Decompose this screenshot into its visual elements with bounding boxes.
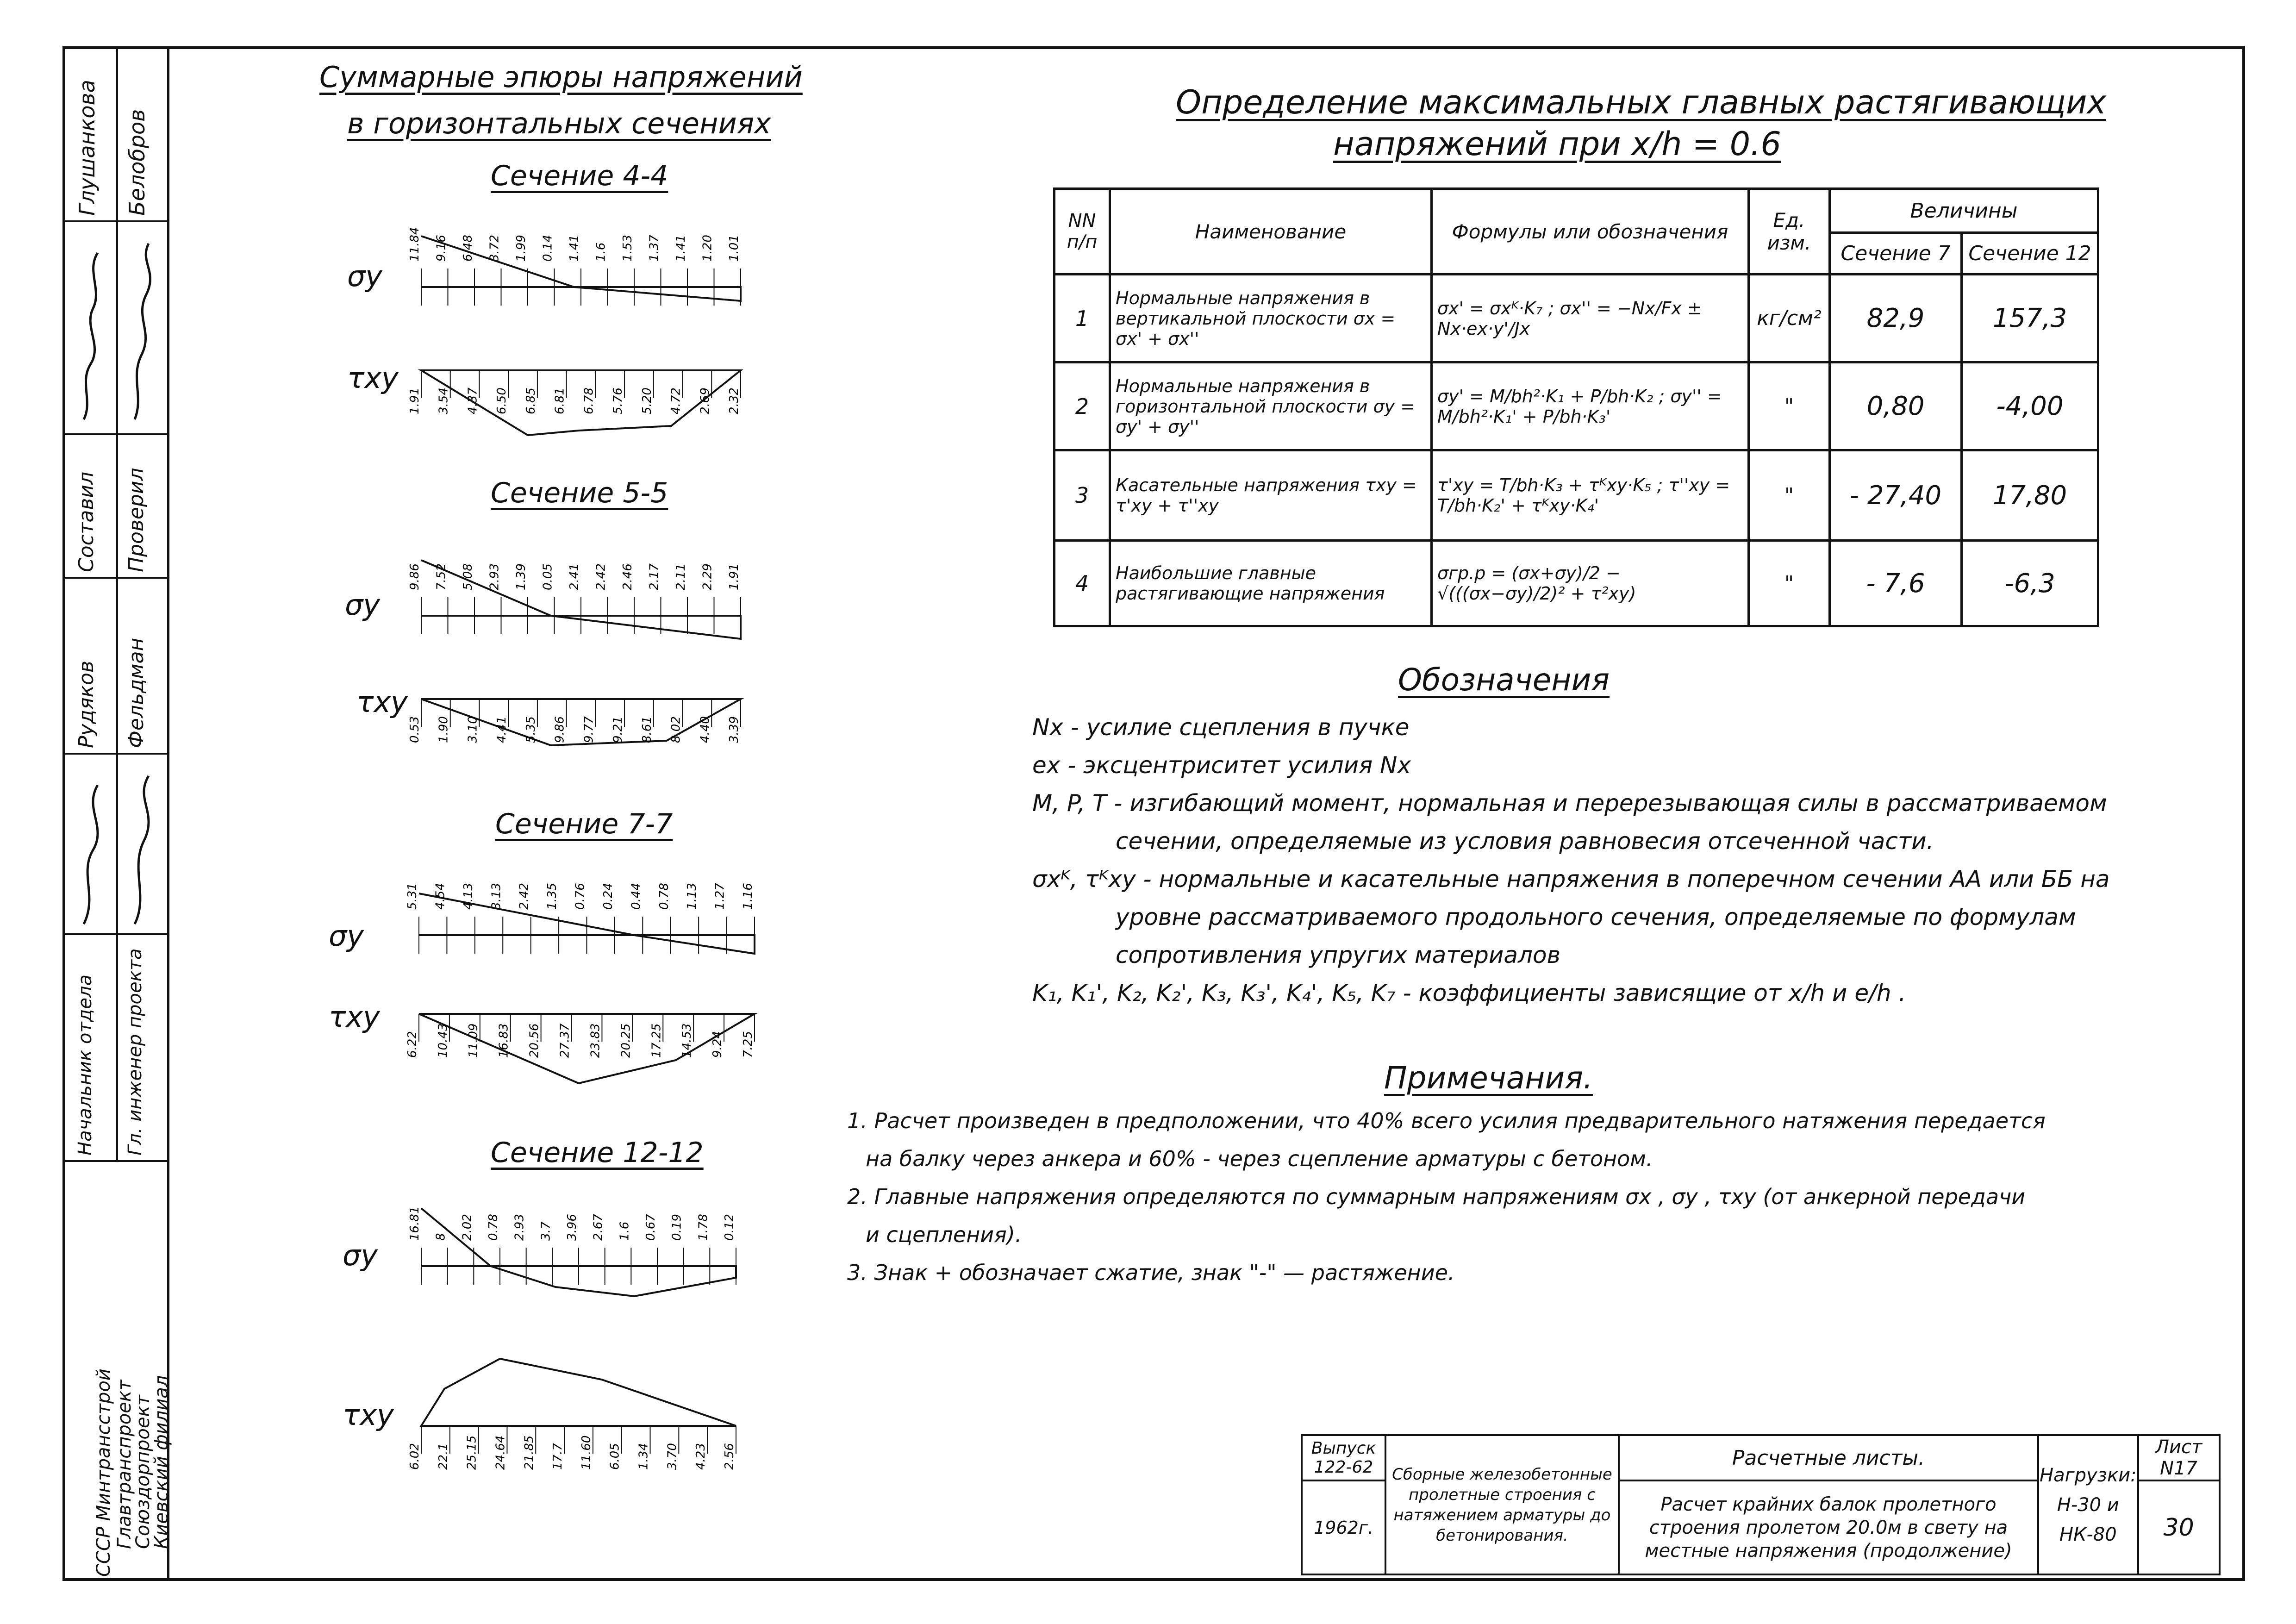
sigma-value-label: 1.99	[514, 235, 528, 262]
legend-line: K₁, K₁', K₂, K₂', K₃, K₃', K₄', K₅, K₇ - коэффициенты зависящие от x/h и e/h .	[1032, 980, 1906, 1006]
legend-line: уровне рассматриваемого продольного сечения, определяемые по формулам	[1116, 904, 2076, 931]
sigma-value-label: 1.41	[674, 235, 688, 262]
strip-role-3b: Начальник отдела	[75, 974, 96, 1156]
tau-value-label: 6.85	[524, 387, 538, 414]
cell-name: Касательные напряжения τxy = τ'xy + τ''xy	[1110, 450, 1432, 541]
sigma-value-label: 1.6	[594, 242, 608, 262]
tau-value-label: 6.02	[408, 1443, 422, 1470]
tau-value-label: 11.09	[466, 1023, 480, 1058]
tau-value-label: 1.91	[408, 387, 422, 414]
tau-value-label: 1.34	[636, 1443, 651, 1470]
sigma-value-label: 3.96	[565, 1214, 579, 1241]
legend-line: ex - эксцентриситет усилия Nx	[1032, 752, 1411, 779]
sigma-value-label: 1.27	[713, 883, 727, 910]
txy-symbol-2: τxy	[356, 685, 408, 719]
strip-role-2: Фельдман	[125, 637, 148, 748]
cell-formula: σx' = σxᴷ·K₇ ; σx'' = −Nx/Fx ± Nx·ex·y'/Jx	[1432, 275, 1749, 362]
col-s7: Сечение 7	[1830, 233, 1962, 275]
col-name: Наименование	[1110, 189, 1432, 275]
tau-value-label: 10.43	[436, 1023, 450, 1058]
stress-diagrams	[0, 0, 926, 1574]
sigma-value-label: 0.67	[644, 1214, 658, 1241]
cell-unit: "	[1749, 362, 1830, 450]
legend-block	[1032, 708, 2176, 1012]
tau-value-label: 20.56	[527, 1023, 542, 1058]
left-title-line2: в горизонтальных сечениях	[347, 106, 771, 140]
sigma-value-label: 0.14	[541, 235, 555, 262]
tau-value-label: 5.20	[640, 387, 654, 414]
right-title-line2: напряжений при x/h = 0.6	[1333, 125, 1781, 163]
note-line: на балку через анкера и 60% - через сцепление арматуры с бетоном.	[866, 1146, 1653, 1171]
tau-value-label: 2.69	[698, 387, 712, 414]
tau-value-label: 9.86	[553, 716, 567, 743]
sigma-value-label: 0.78	[657, 883, 671, 910]
tau-value-label: 27.37	[558, 1023, 572, 1058]
sigma-value-label: 2.17	[647, 563, 661, 590]
cell-n: 4	[1054, 541, 1110, 626]
tau-value-label: 0.53	[408, 716, 422, 743]
stamp-loads-label: Нагрузки:	[2040, 1464, 2137, 1486]
stamp-loads	[2038, 1435, 2138, 1574]
cell-v12: 17,80	[1962, 450, 2098, 541]
sigma-value-label: 2.42	[517, 883, 531, 910]
sigma-value-label: 1.78	[696, 1214, 711, 1241]
tau-value-label: 24.64	[493, 1435, 508, 1470]
tau-value-label: 20.25	[619, 1023, 633, 1058]
sigma-value-label: 1.41	[568, 235, 581, 262]
strip-role-3a: Гл. инженер проекта	[125, 948, 146, 1156]
cell-formula: σy' = M/bh²·K₁ + P/bh·K₂ ; σy'' = M/bh²·K₁' + P/bh·K₃'	[1432, 362, 1749, 450]
tau-value-label: 5.35	[524, 716, 538, 743]
sigma-value-label: 3.13	[489, 883, 504, 910]
sigma-value-label: 1.13	[685, 883, 699, 910]
col-unit: Ед. изм.	[1749, 189, 1830, 275]
section-title-12-12: Сечение 12-12	[491, 1137, 704, 1169]
sigma-value-label: 1.91	[727, 563, 741, 590]
stamp-list	[2138, 1435, 2220, 1480]
sigma-value-label: 2.42	[594, 563, 608, 590]
cell-unit: "	[1749, 450, 1830, 541]
notes-block	[847, 1102, 2180, 1292]
stamp-title: Расчет крайних балок пролетного строения пролетом 20.0м в свету на местные напряжения (продолжение)	[1619, 1480, 2038, 1574]
sigma-value-label: 6.48	[461, 235, 475, 262]
table-row	[1054, 362, 2098, 450]
stamp-issue-label: Выпуск	[1311, 1439, 1376, 1458]
stamp-sheet-type: Расчетные листы.	[1619, 1435, 2038, 1480]
sigma-value-label: 2.93	[512, 1214, 527, 1241]
sigma-value-label: 0.19	[670, 1214, 684, 1241]
col-s12: Сечение 12	[1962, 233, 2098, 275]
sigma-value-label: 7.52	[434, 563, 449, 590]
tau-value-label: 17.25	[649, 1023, 664, 1058]
sigma-value-label: 1.20	[700, 235, 715, 262]
sy-symbol-2: σy	[345, 588, 380, 622]
tau-value-label: 23.83	[588, 1023, 603, 1058]
cell-v12: -6,3	[1962, 541, 2098, 626]
legend-title: Обозначения	[1398, 662, 1610, 698]
left-title-line1: Суммарные эпюры напряжений	[319, 60, 803, 94]
sigma-value-label: 4.54	[433, 883, 448, 910]
col-values: Величины	[1830, 189, 2098, 233]
sigma-value-label: 16.81	[408, 1206, 422, 1241]
sy-symbol-3: σy	[329, 919, 364, 953]
sigma-value-label: 1.53	[621, 235, 635, 262]
sigma-value-label: 5.08	[461, 563, 475, 590]
tau-value-label: 11.60	[579, 1435, 593, 1470]
legend-line: сопротивления упругих материалов	[1116, 942, 1561, 968]
txy-symbol-1: τxy	[347, 361, 399, 395]
tau-value-label: 2.56	[723, 1443, 736, 1470]
sigma-value-label: 11.84	[408, 227, 422, 262]
strip-role-0: Проверил	[125, 468, 148, 572]
stamp-year: 1962г.	[1302, 1480, 1385, 1574]
strip-name-2: Рудяков	[75, 661, 98, 748]
notes-title: Примечания.	[1384, 1060, 1593, 1096]
tau-value-label: 4.72	[669, 387, 683, 414]
sigma-value-label: 9.16	[434, 235, 449, 262]
stamp-issue-number: 122-62	[1314, 1458, 1373, 1477]
cell-v7: - 27,40	[1830, 450, 1962, 541]
cell-v7: 82,9	[1830, 275, 1962, 362]
sigma-value-label: 0.76	[573, 883, 587, 910]
sigma-value-label: 2.02	[460, 1214, 474, 1241]
sigma-value-label: 3.7	[539, 1221, 553, 1241]
sigma-value-label: 5.31	[406, 883, 419, 910]
tau-value-label: 21.85	[522, 1435, 537, 1470]
tau-value-label: 9.21	[611, 716, 625, 743]
tau-value-label: 4.23	[694, 1443, 708, 1470]
section-title-5-5: Сечение 5-5	[491, 477, 668, 509]
tau-value-label: 3.70	[665, 1443, 680, 1470]
strip-org-3: Киевский филиал	[151, 1375, 172, 1549]
tau-epure	[421, 1359, 736, 1426]
tau-value-label: 9.24	[711, 1031, 725, 1058]
sigma-value-label: 3.72	[487, 235, 502, 262]
cell-name: Наибольшие главные растягивающие напряжения	[1110, 541, 1432, 626]
sigma-value-label: 8	[434, 1233, 448, 1241]
tau-value-label: 6.50	[495, 387, 509, 414]
stamp-product: Сборные железобетонные пролетные строения с натяжением арматуры до бетонирования.	[1385, 1435, 1619, 1574]
sigma-value-label: 2.93	[487, 563, 502, 590]
cell-formula: τ'xy = T/bh·K₃ + τᴷxy·K₅ ; τ''xy = T/bh·K₂' + τᴷxy·K₄'	[1432, 450, 1749, 541]
stamp-load-1: H-30 и	[2057, 1494, 2119, 1516]
sigma-value-label: 0.44	[629, 883, 643, 910]
cell-unit: кг/см²	[1749, 275, 1830, 362]
cell-v7: 0,80	[1830, 362, 1962, 450]
tau-value-label: 6.78	[582, 387, 596, 414]
sigma-value-label: 0.78	[487, 1214, 500, 1241]
tau-value-label: 6.81	[553, 387, 567, 414]
cell-n: 1	[1054, 275, 1110, 362]
tau-value-label: 22.1	[436, 1443, 450, 1470]
right-title-line1: Определение максимальных главных растягивающих	[1176, 83, 2106, 121]
sy-symbol-4: σy	[343, 1238, 378, 1272]
table-row	[1054, 541, 2098, 626]
tau-value-label: 14.53	[680, 1023, 694, 1058]
tau-value-label: 3.39	[727, 716, 741, 743]
tau-value-label: 8.02	[669, 716, 683, 743]
tau-value-label: 7.25	[741, 1031, 755, 1058]
tau-value-label: 9.77	[582, 716, 596, 743]
stamp-page: 30	[2138, 1480, 2220, 1574]
cell-v12: -4,00	[1962, 362, 2098, 450]
note-line: 1. Расчет произведен в предположении, что 40% всего усилия предварительного натяжения передается	[847, 1108, 2046, 1133]
sigma-value-label: 1.39	[514, 563, 528, 590]
cell-name: Нормальные напряжения в горизонтальной плоскости σy = σy' + σy''	[1110, 362, 1432, 450]
stamp-list-label: Лист	[2155, 1437, 2202, 1458]
note-line: 3. Знак + обозначает сжатие, знак "-" — растяжение.	[847, 1260, 1455, 1285]
col-nn: NN п/п	[1054, 189, 1110, 275]
txy-symbol-3: τxy	[329, 1000, 380, 1034]
sigma-value-label: 9.86	[408, 563, 422, 590]
tau-value-label: 6.22	[406, 1031, 419, 1058]
tau-value-label: 5.76	[611, 387, 625, 414]
tau-value-label: 16.83	[497, 1023, 511, 1058]
legend-line: сечении, определяемые из условия равновесия отсеченной части.	[1116, 828, 1934, 855]
strip-org-2: Союздорпроект	[132, 1395, 154, 1549]
stamp-load-2: НК-80	[2059, 1524, 2117, 1545]
stamp-list-no: N17	[2160, 1458, 2197, 1479]
sigma-value-label: 1.37	[647, 235, 661, 262]
sigma-value-label: 1.6	[618, 1221, 632, 1241]
cell-name: Нормальные напряжения в вертикальной плоскости σx = σx' + σx''	[1110, 275, 1432, 362]
cell-n: 2	[1054, 362, 1110, 450]
sigma-value-label: 2.29	[700, 563, 715, 590]
cell-v12: 157,3	[1962, 275, 2098, 362]
sigma-value-label: 0.24	[601, 883, 615, 910]
strip-org-0: СССР Минтрансстрой	[93, 1368, 114, 1577]
txy-symbol-4: τxy	[343, 1398, 394, 1432]
tau-value-label: 8.61	[640, 716, 654, 743]
strip-role-1: Составил	[75, 471, 98, 572]
sigma-value-label: 1.16	[741, 883, 755, 910]
cell-unit: "	[1749, 541, 1830, 626]
sigma-value-label: 0.05	[541, 563, 555, 590]
sy-symbol-1: σy	[347, 259, 382, 293]
tau-value-label: 4.40	[698, 716, 712, 743]
title-block	[1301, 1434, 2221, 1575]
section-title-7-7: Сечение 7-7	[495, 808, 673, 840]
sigma-value-label: 2.11	[674, 563, 688, 590]
sigma-value-label: 0.12	[723, 1214, 736, 1241]
sigma-value-label: 4.13	[461, 883, 475, 910]
tau-value-label: 3.54	[437, 387, 451, 414]
strip-name-1: Глушанкова	[75, 80, 100, 216]
tau-value-label: 25.15	[465, 1435, 479, 1470]
sigma-value-label: 2.46	[621, 563, 635, 590]
sigma-value-label: 1.35	[545, 883, 560, 910]
legend-line: Nx - усилие сцепления в пучке	[1032, 714, 1410, 741]
tau-value-label: 4.37	[466, 387, 480, 414]
note-line: 2. Главные напряжения определяются по суммарным напряжениям σx , σy , τxy (от анкерной передачи	[847, 1184, 2026, 1209]
cell-n: 3	[1054, 450, 1110, 541]
tau-value-label: 1.90	[437, 716, 451, 743]
sigma-value-label: 1.01	[727, 235, 741, 262]
stamp-issue	[1302, 1435, 1385, 1480]
sigma-value-label: 2.67	[591, 1214, 605, 1241]
strip-name-0: Белобров	[125, 109, 150, 216]
tau-value-label: 17.7	[551, 1443, 565, 1470]
table-row	[1054, 275, 2098, 362]
tau-value-label: 4.41	[495, 716, 509, 743]
tau-value-label: 2.32	[727, 387, 741, 414]
sigma-value-label: 2.41	[568, 563, 581, 590]
legend-line: σxᴷ, τᴷxy - нормальные и касательные напряжения в поперечном сечении АА или ББ на	[1032, 866, 2110, 893]
cell-v7: - 7,6	[1830, 541, 1962, 626]
stress-table	[1053, 187, 2099, 627]
legend-line: M, P, T - изгибающий момент, нормальная и перерезывающая силы в рассматриваемом	[1032, 790, 2107, 817]
section-title-4-4: Сечение 4-4	[491, 160, 668, 192]
strip-org-1: Главтранспроект	[114, 1380, 135, 1549]
tau-value-label: 6.05	[608, 1443, 622, 1470]
note-line: и сцепления).	[866, 1222, 1022, 1247]
table-row	[1054, 450, 2098, 541]
col-formula: Формулы или обозначения	[1432, 189, 1749, 275]
cell-formula: σгр.р = (σx+σy)/2 − √(((σx−σy)/2)² + τ²xy)	[1432, 541, 1749, 626]
tau-value-label: 3.10	[466, 716, 480, 743]
